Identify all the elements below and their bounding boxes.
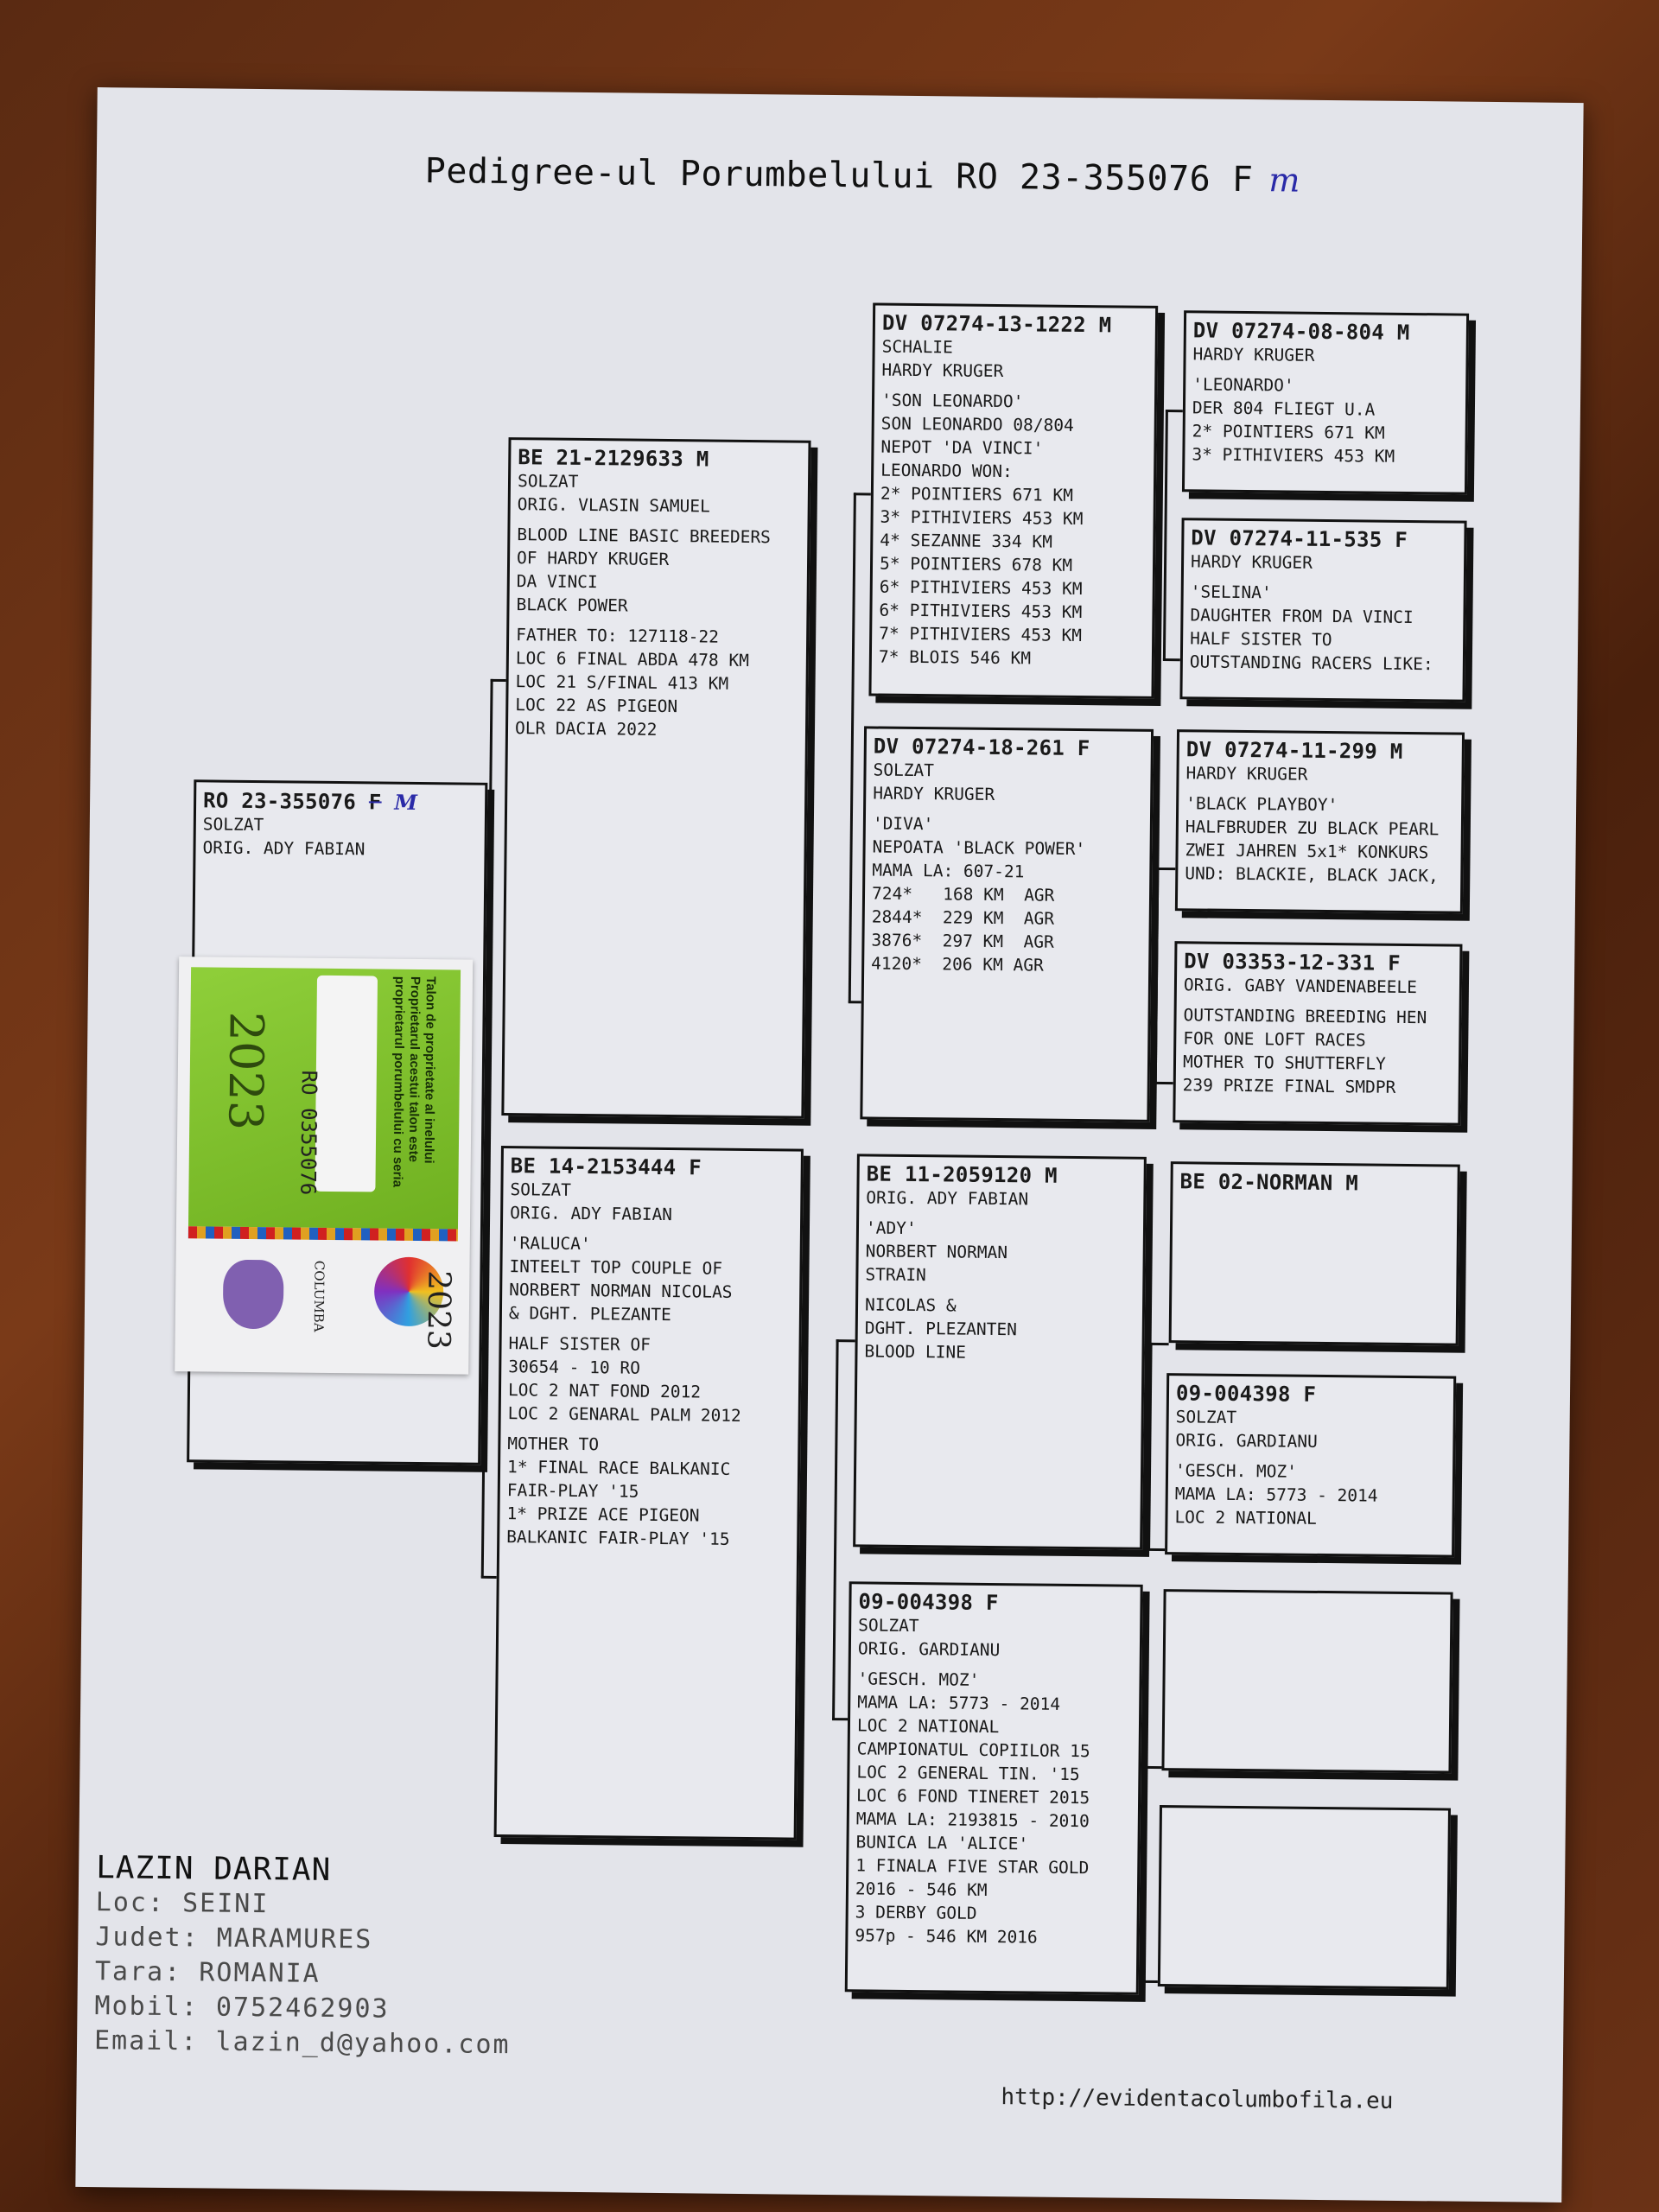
pedigree-text-line: FAIR-PLAY '15 — [506, 1480, 639, 1502]
breeder-email: Email: lazin_d@yahoo.com — [93, 2025, 511, 2061]
pedigree-text-line: SOLZAT — [858, 1615, 919, 1637]
pedigree-text-line: ORIG. VLASIN SAMUEL — [517, 494, 710, 517]
pedigree-text-line: ORIG. GABY VANDENABEELE — [1183, 975, 1418, 998]
pedigree-text-line: BLOOD LINE BASIC BREEDERS — [517, 524, 771, 548]
sticker-serial-box — [315, 976, 378, 1192]
connector — [1141, 1766, 1146, 1982]
connector — [1154, 1082, 1173, 1084]
dam-sire-box — [853, 1154, 1147, 1549]
ggp-ring-7 — [1173, 1597, 1444, 1599]
breeder-locality: Loc: SEINI — [95, 1887, 270, 1920]
ggp-ring-1: DV 07274-08-804 M — [1192, 318, 1410, 345]
pedigree-text-line: 4* SEZANNE 334 KM — [880, 530, 1053, 552]
pedigree-text-line: FATHER TO: 127118-22 — [516, 625, 720, 647]
pedigree-text-line: SOLZAT — [510, 1179, 572, 1200]
pedigree-text-line: SOLZAT — [1175, 1407, 1237, 1427]
pedigree-text-line: LOC 21 S/FINAL 413 KM — [515, 671, 729, 694]
pedigree-text-line: HARDY KRUGER — [881, 359, 1004, 382]
pedigree-text-line: LOC 2 NAT FOND 2012 — [507, 1380, 702, 1402]
pedigree-text-line: 1 FINALA FIVE STAR GOLD — [855, 1855, 1090, 1878]
pedigree-text-line: MOTHER TO SHUTTERFLY — [1182, 1052, 1386, 1074]
ggp-box-1 — [1182, 310, 1469, 494]
connector — [849, 493, 856, 1002]
pedigree-text-line: 3 DERBY GOLD — [855, 1902, 977, 1923]
pedigree-text-line: NEPOT 'DA VINCI' — [880, 436, 1044, 459]
ggp-ring-5: BE 02-NORMAN M — [1179, 1169, 1359, 1196]
pedigree-text-line: 'RALUCA' — [509, 1233, 591, 1255]
pedigree-text-line: 6* PITHIVIERS 453 KM — [879, 600, 1083, 623]
pedigree-text-line: NEPOATA 'BLACK POWER' — [872, 836, 1086, 860]
sticker-note: Talon de proprietate al inelului Proprietarul acestui talon este proprietarul porumbelului cu seria — [390, 976, 439, 1188]
pedigree-text-line: INTEELT TOP COUPLE OF — [509, 1256, 723, 1279]
pedigree-text-line: 239 PRIZE FINAL SMDPR — [1182, 1075, 1396, 1097]
pedigree-text-line: OF HARDY KRUGER — [516, 548, 670, 570]
pedigree-text-line: MAMA LA: 607-21 — [872, 860, 1025, 882]
sticker-brand: COLUMBA — [310, 1260, 327, 1332]
pedigree-text-line: ORIG. GARDIANU — [1175, 1430, 1318, 1452]
pedigree-text-line: 'LEONARDO' — [1192, 374, 1294, 396]
pedigree-text-line: MAMA LA: 5773 - 2014 — [857, 1692, 1061, 1714]
pedigree-text-line: BALKANIC FAIR-PLAY '15 — [506, 1527, 730, 1549]
ggp-box-7 — [1161, 1589, 1452, 1773]
pedigree-text-line: DAUGHTER FROM DA VINCI — [1190, 605, 1414, 628]
connector — [1163, 410, 1168, 660]
pedigree-text-line: 724* 168 KM AGR — [871, 883, 1055, 906]
pedigree-text-line: DGHT. PLEZANTEN — [864, 1318, 1018, 1340]
subject-sex-correction: M — [394, 789, 418, 815]
pedigree-sheet — [75, 87, 1583, 2202]
pedigree-text-line: NICOLAS & — [864, 1294, 957, 1316]
pedigree-text-line: HALF SISTER TO — [1190, 628, 1332, 651]
dam-box — [494, 1146, 804, 1840]
connector — [836, 1339, 855, 1342]
ggp-box-6 — [1165, 1373, 1456, 1557]
connector — [1163, 658, 1180, 661]
dam-ring: BE 14-2153444 F — [510, 1154, 702, 1180]
connector — [1150, 1343, 1169, 1345]
pedigree-text-line: LEONARDO WON: — [880, 460, 1013, 482]
connector — [1156, 868, 1175, 870]
pedigree-text-line: 957p - 546 KM 2016 — [855, 1925, 1038, 1948]
pedigree-text-line: UND: BLACKIE, BLACK JACK, — [1185, 863, 1439, 887]
pedigree-text-line: 30654 - 10 RO — [508, 1357, 641, 1378]
pedigree-text-line: 2844* 229 KM AGR — [871, 906, 1055, 929]
page-title: Pedigree-ul Porumbelului RO 23-355076 F m — [424, 151, 1301, 200]
pedigree-text-line: 'DIVA' — [872, 813, 934, 835]
website-url: http://evidentacolumbofila.eu — [1001, 2084, 1394, 2114]
breeder-info — [94, 1850, 512, 2063]
pedigree-text-line: 5* POINTIERS 678 KM — [879, 553, 1073, 575]
sticker-year-2: 2023 — [420, 1270, 457, 1351]
pedigree-text-line: LOC 6 FOND TINERET 2015 — [855, 1785, 1090, 1808]
subject-line: ORIG. ADY FABIAN — [202, 837, 365, 860]
sire-ring: BE 21-2129633 M — [518, 445, 709, 472]
pedigree-text-line: 'ADY' — [865, 1217, 917, 1239]
pedigree-text-line: HARDY KRUGER — [1190, 551, 1313, 573]
title-handwritten-correction: m — [1268, 161, 1301, 200]
pedigree-text-line: STRAIN — [865, 1264, 927, 1286]
breeder-phone: Mobil: 0752462903 — [94, 1991, 390, 2024]
pedigree-text-line: HALFBRUDER ZU BLACK PEARL — [1185, 817, 1440, 840]
pedigree-text-line: 7* BLOIS 546 KM — [878, 646, 1032, 669]
connector — [854, 493, 871, 495]
ggp-box-4 — [1173, 941, 1462, 1125]
ggp-box-2 — [1179, 518, 1466, 702]
connector — [1147, 1548, 1166, 1551]
pedigree-text-line: 2016 - 546 KM — [855, 1878, 988, 1900]
pedigree-text-line: LOC 6 FINAL ABDA 478 KM — [515, 648, 750, 671]
connector — [481, 1576, 497, 1579]
pedigree-text-line: SOLZAT — [873, 760, 935, 781]
connector — [832, 1339, 839, 1719]
pedigree-text-line: LOC 2 GENARAL PALM 2012 — [507, 1403, 741, 1426]
pedigree-text-line: LOC 2 NATIONAL — [1174, 1507, 1317, 1529]
pedigree-text-line: LOC 2 GENERAL TIN. '15 — [856, 1762, 1080, 1785]
ggp-ring-2: DV 07274-11-535 F — [1191, 525, 1408, 552]
pedigree-text-line: 4120* 206 KM AGR — [871, 953, 1044, 976]
pedigree-text-line: 'BLACK PLAYBOY' — [1185, 793, 1338, 816]
connector — [1141, 1980, 1160, 1983]
pedigree-text-line: HALF SISTER OF — [508, 1333, 652, 1355]
pedigree-text-line: OUTSTANDING BREEDING HEN — [1183, 1005, 1427, 1028]
pedigree-text-line: NORBERT NORMAN — [865, 1241, 1008, 1263]
connector — [491, 679, 506, 682]
pedigree-text-line: HARDY KRUGER — [873, 783, 995, 804]
pedigree-text-line: 3* PITHIVIERS 453 KM — [1192, 444, 1395, 467]
sticker-serial: RO 0355076 — [296, 1070, 321, 1196]
pedigree-text-line: HARDY KRUGER — [1192, 344, 1315, 365]
ggp-box-3 — [1175, 729, 1465, 913]
sire-sire-box — [868, 302, 1158, 698]
ggp-ring-6: 09-004398 F — [1175, 1381, 1317, 1407]
pedigree-text-line: MOTHER TO — [507, 1433, 600, 1455]
breeder-name: LAZIN DARIAN — [95, 1850, 332, 1889]
connector — [1166, 410, 1183, 412]
pedigree-text-line: BLOOD LINE — [864, 1341, 967, 1363]
pedigree-text-line: LOC 22 AS PIGEON — [515, 695, 678, 717]
pedigree-text-line: 3* PITHIVIERS 453 KM — [880, 506, 1084, 530]
dam-dam-ring: 09-004398 F — [858, 1589, 999, 1616]
dam-dam-box — [845, 1581, 1143, 1995]
connector — [1154, 868, 1160, 1084]
pedigree-text-line: 'SON LEONARDO' — [880, 390, 1024, 412]
pedigree-text-line: OUTSTANDING RACERS LIKE: — [1189, 652, 1433, 675]
pedigree-text-line: 3876* 297 KM AGR — [871, 930, 1054, 952]
sire-dam-ring: DV 07274-18-261 F — [873, 734, 1090, 761]
pedigree-text-line: SCHALIE — [881, 336, 953, 358]
pedigree-text-line: DA VINCI — [516, 571, 598, 593]
pedigree-text-line: DER 804 FLIEGT U.A — [1192, 397, 1376, 420]
ggp-ring-3: DV 07274-11-299 M — [1185, 737, 1403, 764]
pedigree-text-line: SOLZAT — [517, 471, 579, 492]
sire-dam-box — [860, 726, 1154, 1122]
pedigree-text-line: CAMPIONATUL COPIILOR 15 — [856, 1738, 1090, 1762]
sticker-stripe — [188, 1226, 458, 1241]
ggp-box-8 — [1158, 1805, 1451, 1990]
ggp-ring-8 — [1169, 1813, 1441, 1815]
pedigree-text-line: NORBERT NORMAN NICOLAS — [509, 1280, 733, 1302]
pedigree-text-line: 2* POINTIERS 671 KM — [1192, 421, 1385, 443]
pedigree-text-line: 1* PRIZE ACE PIGEON — [506, 1503, 700, 1526]
federation-logo-icon — [223, 1260, 284, 1330]
subject-ring: RO 23-355076 F M — [202, 788, 418, 815]
pedigree-text-line: FOR ONE LOFT RACES — [1183, 1028, 1366, 1051]
pedigree-text-line: ORIG. ADY FABIAN — [866, 1187, 1029, 1210]
pedigree-text-line: OLR DACIA 2022 — [514, 718, 658, 740]
ring-ownership-sticker — [175, 957, 473, 1375]
pedigree-text-line: BUNICA LA 'ALICE' — [855, 1832, 1029, 1854]
pedigree-text-line: & DGHT. PLEZANTE — [508, 1303, 671, 1325]
breeder-county: Judet: MARAMURES — [95, 1922, 373, 1955]
pedigree-text-line: 'SELINA' — [1190, 582, 1272, 603]
subject-sex: F — [368, 790, 382, 815]
subject-line: SOLZAT — [202, 814, 264, 836]
pedigree-text-line: ZWEI JAHREN 5x1* KONKURS — [1185, 840, 1429, 863]
pedigree-text-line: SON LEONARDO 08/804 — [880, 413, 1074, 435]
pedigree-text-line: LOC 2 NATIONAL — [856, 1715, 1000, 1738]
pedigree-text-line: ORIG. GARDIANU — [857, 1638, 1001, 1661]
sticker-year: 2023 — [218, 1011, 274, 1131]
sire-sire-ring: DV 07274-13-1222 M — [881, 310, 1112, 338]
pedigree-text-line: 2* POINTIERS 671 KM — [880, 483, 1074, 505]
connector — [1147, 1343, 1153, 1550]
pedigree-text-line: 'GESCH. MOZ' — [857, 1669, 980, 1690]
pedigree-text-line: BLACK POWER — [516, 594, 628, 616]
ggp-box-5 — [1169, 1161, 1460, 1345]
pedigree-text-line: MAMA LA: 5773 - 2014 — [1174, 1484, 1378, 1506]
pedigree-text-line: ORIG. ADY FABIAN — [510, 1203, 673, 1225]
pedigree-text-line: 6* PITHIVIERS 453 KM — [879, 576, 1083, 600]
pedigree-text-line: HARDY KRUGER — [1185, 763, 1308, 785]
breeder-country: Tara: ROMANIA — [94, 1956, 321, 1989]
connector — [1142, 1766, 1161, 1769]
pedigree-text-line: MAMA LA: 2193815 - 2010 — [855, 1808, 1090, 1832]
pedigree-text-line: 'GESCH. MOZ' — [1174, 1460, 1298, 1482]
sire-box — [501, 437, 810, 1119]
ggp-ring-4: DV 03353-12-331 F — [1184, 949, 1402, 976]
dam-sire-ring: BE 11-2059120 M — [866, 1161, 1058, 1188]
pedigree-text-line: 1* FINAL RACE BALKANIC — [506, 1457, 731, 1479]
pedigree-text-line: 7* PITHIVIERS 453 KM — [879, 623, 1083, 646]
